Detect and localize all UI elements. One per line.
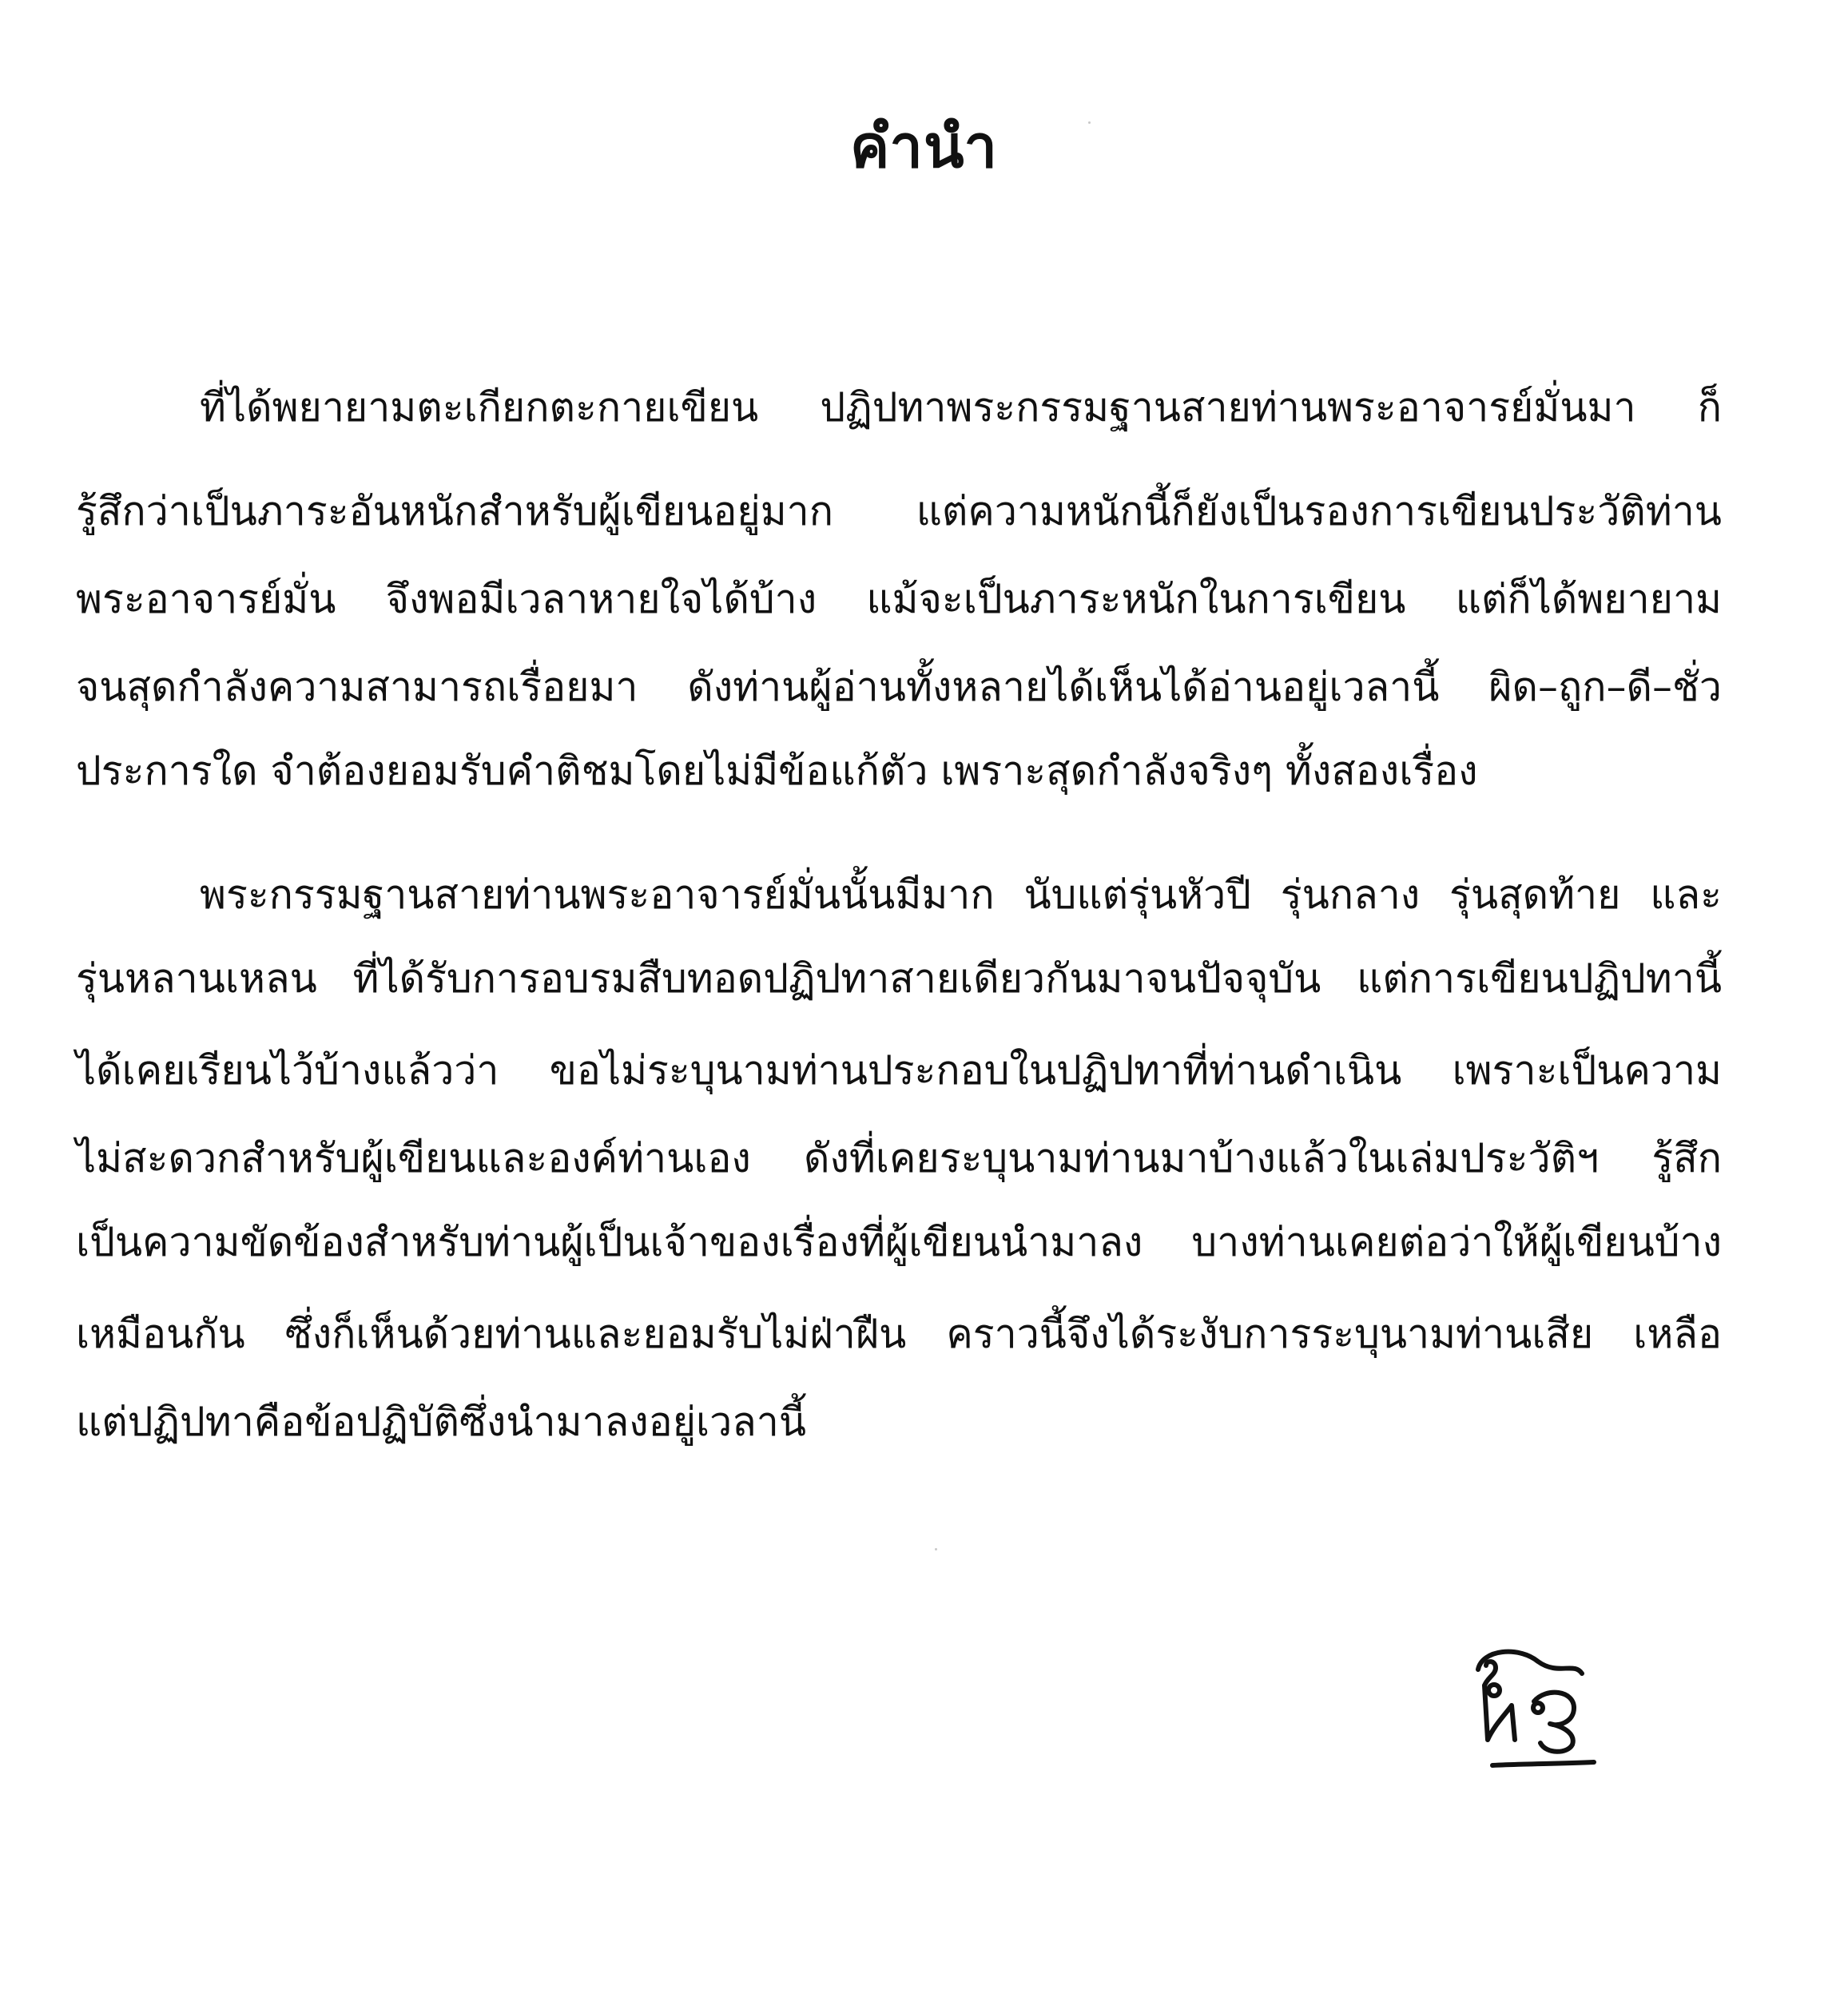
paragraph-1-line-4: จนสุดกำลังความสามารถเรื่อยมา ดังท่านผู้อ่านทั้งหลายได้เห็นได้อ่านอยู่เวลานี้ ผิด–ถูก–ดี–ชั่ว — [76, 664, 1722, 710]
paragraph-1-line-1: ที่ได้พยายามตะเกียกตะกายเขียน ปฏิปทาพระกรรมฐานสายท่านพระอาจารย์มั่นมา ก็ — [200, 384, 1722, 431]
paragraph-2-line-7: แต่ปฏิปทาคือข้อปฏิบัติซึ่งนำมาลงอยู่เวลานี้ — [76, 1399, 807, 1445]
paragraph-1-line-3: พระอาจารย์มั่น จึงพอมีเวลาหายใจได้บ้าง แม้จะเป็นภาระหนักในการเขียน แต่ก็ได้พยายาม — [76, 576, 1722, 622]
page-title: คำนำ — [849, 113, 999, 181]
scan-speck — [1088, 121, 1091, 124]
paragraph-2-line-4: ไม่สะดวกสำหรับผู้เขียนและองค์ท่านเอง ดังที่เคยระบุนามท่านมาบ้างแล้วในเล่มประวัติฯ รู้สึก — [76, 1135, 1722, 1181]
signature-monogram — [1462, 1638, 1606, 1781]
paragraph-2-line-6: เหมือนกัน ซึ่งก็เห็นด้วยท่านและยอมรับไม่ฝ่าฝืน คราวนี้จึงได้ระงับการระบุนามท่านเสีย เหลือ — [76, 1311, 1722, 1357]
paragraph-2-line-5: เป็นความขัดข้องสำหรับท่านผู้เป็นเจ้าของเรื่องที่ผู้เขียนนำมาลง บางท่านเคยต่อว่าให้ผู้เขียนบ้าง — [76, 1219, 1722, 1265]
paragraph-1-line-2: รู้สึกว่าเป็นภาระอันหนักสำหรับผู้เขียนอยู่มาก แต่ความหนักนี้ก็ยังเป็นรองการเขียนประวัติท่าน — [76, 488, 1722, 534]
scan-speck — [935, 1548, 937, 1550]
paragraph-2-line-3: ได้เคยเรียนไว้บ้างแล้วว่า ขอไม่ระบุนามท่านประกอบในปฏิปทาที่ท่านดำเนิน เพราะเป็นความ — [76, 1047, 1722, 1094]
paragraph-2-line-1: พระกรรมฐานสายท่านพระอาจารย์มั่นนั้นมีมาก นับแต่รุ่นหัวปี รุ่นกลาง รุ่นสุดท้าย และ — [200, 871, 1722, 918]
paragraph-1-line-5: ประการใด จำต้องยอมรับคำติชมโดยไม่มีข้อแก้ตัว เพราะสุดกำลังจริงๆ ทั้งสองเรื่อง — [76, 748, 1478, 794]
paragraph-2-line-2: รุ่นหลานเหลน ที่ได้รับการอบรมสืบทอดปฏิปทาสายเดียวกันมาจนปัจจุบัน แต่การเขียนปฏิปทานี้ — [76, 955, 1722, 1002]
